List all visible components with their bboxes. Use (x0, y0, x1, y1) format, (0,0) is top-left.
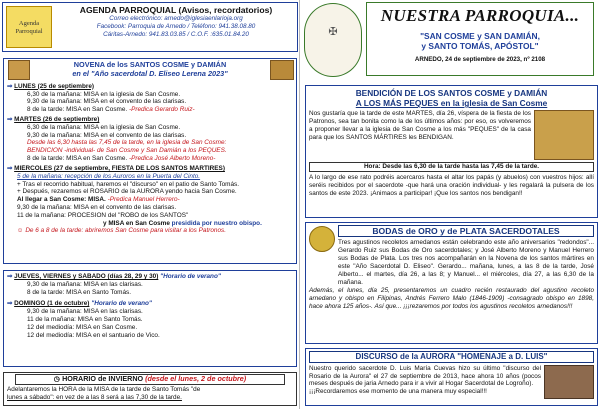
clock-icon: ◷ (53, 374, 63, 383)
miercoles-item-5: 9,30 de la mañana: MISA en el convento de las clarisas. (17, 203, 177, 211)
miercoles-item-4: Al llegar a San Cosme: MISA. -Predica Manuel Herrero- (17, 196, 180, 204)
agenda-title: AGENDA PARROQUIAL (Avisos, recordatorios) (79, 5, 273, 15)
lunes-item-2: 9,30 de la mañana: MISA en el convento de las clarisas. (27, 98, 187, 106)
bendicion-paragraph-1: Nos gustaría que la tarde de este MARTES, día 26, víspera de la fiesta de los Patronos, sea tan bonita como la de los últimos años: por eso, os volveremos a proponer llevar a la iglesia de San Cosme a los más "PEQUES" de la casa para que los SANTOS MÁRTIRES les BENDIGAN. (309, 110, 531, 141)
martes-heading: MARTES (26 de septiembre) (14, 116, 100, 124)
smile-icon: ☺ (17, 227, 26, 235)
obispo-note: presidida por nuestro obispo. (171, 219, 262, 227)
bodas-title: BODAS de ORO y de PLATA SACERDOTALES (338, 225, 594, 237)
logo-line2: Parroquial (15, 27, 43, 35)
invierno-box (3, 372, 297, 406)
novena-title (37, 61, 263, 79)
discurso-paragraph-2: ¡¡¡Recordaremos ese momento de una manera muy especial!!! (309, 388, 487, 396)
jvs-note: "Horario de verano" (160, 273, 221, 280)
agenda-caritas: Cáritas-Arnedo: 941.83.03.85 / C.O.F. :635.01.84.20 (103, 30, 249, 38)
masthead-subtitle-2: y SANTO TOMÁS, APÓSTOL" (421, 40, 539, 51)
parish-seal: ✠ (304, 3, 362, 77)
jvs-item-1: 9,30 de la mañana: MISA en las clarisas. (27, 280, 143, 288)
agenda-logo (6, 6, 52, 48)
bendicion-box (305, 85, 598, 218)
invierno-text-1: Adelantaremos la HORA de la MISA de la tarde de Santo Tomás "de (7, 385, 201, 393)
masthead-title: NUESTRA PARROQUIA... (380, 6, 580, 25)
miercoles-item-2: + Tras el recorrido habitual, haremos el "discurso" en el patio de Santo Tomás. (17, 180, 239, 188)
right-column (302, 0, 600, 409)
lunes-predica: -Predica Gerardo Ruiz- (128, 106, 195, 114)
martes-item-3: Desde las 6,30 hasta las 7,45 de la tarde, en la iglesia de San Cosme: (27, 139, 227, 147)
masthead-dateline: ARNEDO, 24 de septiembre de 2023, nº 2108 (414, 56, 546, 64)
bodas-box (305, 222, 598, 344)
domingo-note: "Horario de verano" (91, 300, 152, 308)
miercoles-item-6: 11 de la mañana: PROCESIÓN del "ROBO de los SANTOS" (17, 211, 189, 219)
miercoles-item-3: + Después, rezaremos el ROSARIO de la AURORA yendo hacia San Cosme. (17, 188, 237, 196)
logo-line1: Agenda (18, 20, 40, 27)
invierno-title-note: (desde el lunes, 2 de octubre) (145, 374, 247, 383)
domingo-item-2: 11 de la mañana: MISA en Santo Tomás. (27, 316, 143, 324)
agustinos-emblem-icon (309, 226, 335, 252)
agenda-header (2, 2, 298, 52)
invierno-text-2: lunes a sábado": en vez de a las 8 será a las 7,30 de la tarde. (7, 393, 182, 401)
lunes-item-1: 6,30 de la mañana: MISA en la iglesia de San Cosme. (27, 90, 181, 98)
lunes-heading: LUNES (25 de septiembre) (14, 82, 95, 90)
bendicion-hora: Hora: Desde las 6,30 de la tarde hasta las 7,45 de la tarde. (309, 162, 594, 172)
martes-item-4: BENDICIÓN -individual- de San Cosme y San Damián a los PEQUES. (27, 147, 227, 155)
novena-title-line2: en el "Año sacerdotal D. Eliseo Lerena 2023" (72, 68, 228, 78)
agenda-email[interactable]: Correo electrónico: arnedo@iglesiaenlarioja.org (109, 15, 243, 23)
discurso-box (305, 348, 598, 406)
jvs-heading: JUEVES, VIERNES y SÁBADO (días 28, 29 y 30) (14, 273, 159, 280)
novena-title-line1: NOVENA de los SANTOS COSME y DAMIÁN (73, 60, 227, 69)
invierno-title: ◷ HORARIO de INVIERNO (desde el lunes, 2 de octubre) (15, 374, 285, 385)
miercoles-item-7: y MISA en San Cosme presidida por nuestro obispo. (103, 219, 262, 227)
discurso-title: DISCURSO de la AURORA "HOMENAJE a D. LUIS" (309, 351, 594, 363)
saints-image-right (270, 60, 294, 80)
domingo-item-1: 9,30 de la mañana: MISA en las clarisas. (27, 308, 143, 316)
miercoles-predica: -Predica Manuel Herrero- (107, 196, 180, 204)
agenda-facebook: Facebook: Parroquia de Arnedo / Teléfono: 941.38.08.80 (96, 23, 256, 31)
masthead-subtitle-1: "SAN COSME y SAN DAMIÁN, (420, 30, 540, 41)
domingo-item-4: 12 del mediodía: MISA en el santuario de Vico. (27, 331, 160, 339)
weekend-box: ⇒ JUEVES, VIERNES y SÁBADO (días 28, 29 y 30) "Horario de verano" 9,30 de la mañana: MISA en las clarisas. 8 de la tarde: MISA en Santo Tomás. ⇒ DOMINGO (1 de octubre) "Horario de verano" 9,30 de la mañana: MISA en las clarisas. 11 de la mañana: MISA en Santo Tomás. 12 del mediodía: MISA en San Cosme. 12 del mediodía: MISA en el santuario de Vico. (3, 270, 297, 367)
bodas-paragraph-2: Además, el lunes, día 25, presentaremos un cuadro recién restaurado del agustino recoleto arnedano y obispo en Filipinas, Andrés Ferrero Malo (1846-1909) -consagrado obispo en 1898, hace ahora 125 años-. Así que... ¡¡¡rezaremos por todos los agustinos recoletos arnedanos!!! (309, 287, 594, 310)
martes-item-2: 9,30 de la mañana: MISA en el convento de las clarisas. (27, 131, 187, 139)
martes-item-1: 6,30 de la mañana: MISA en la iglesia de San Cosme. (27, 123, 181, 131)
martes-predica: -Predica José Alberto Moreno- (128, 155, 216, 163)
jvs-item-2: 8 de la tarde: MISA en Santo Tomás. (27, 288, 131, 296)
saints-icon-image (534, 110, 594, 160)
novena-box: NOVENA de los SANTOS COSME y DAMIÁN en el "Año sacerdotal D. Eliseo Lerena 2023" ⇒ LUNES (25 de septiembre) 6,30 de la mañana: MISA en la iglesia de San Cosme. 9,30 de la mañana: MISA en el convento de las clarisas. 8 de la tarde: MISA en San Cosme. -Predica Gerardo Ruiz- ⇒ MARTES (26 de septiembre) 6,30 de la mañana: MISA en la iglesia de San Cosme. 9,30 de la mañana: MISA en el convento de las clarisas. Desde las 6,30 hasta las 7,45 de la tarde, en la iglesia de San Cosme: BENDICIÓN -individual- de San Cosme y San Damián a los PEQUES. 8 de la tarde: MISA en San Cosme. -Predica José Alberto Moreno- ⇒ MIÉRCOLES (27 de septiembre, FIESTA DE LOS SANTOS MÁRTIRES) 5 de la mañana: recepción de los Auroros en la Puerta del Cinto. + Tras el recorrido habitual, haremos el "discurso" en el patio de Santo Tomás. + Después, rezaremos el ROSARIO de la AURORA yendo hacia San Cosme. Al llegar a San Cosme: MISA. -Predica Manuel Herrero- 9,30 de la mañana: MISA en el convento de las clarisas. 11 de la mañana: PROCESIÓN del "ROBO de los SANTOS" y MISA en San Cosme presidida por nuestro obispo. ☺ De 6 a 8 de la tarde: abriremos San Cosme para visitar a los Patronos. (3, 58, 297, 264)
miercoles-item-1: 5 de la mañana: recepción de los Auroros en la Puerta del Cinto. (17, 172, 201, 180)
discurso-paragraph-1: Nuestro querido sacerdote D. Luis María Cuevas hizo su último "discurso del Rosario de la Aurora" el 27 de septiembre de 2013, hace ahora 10 años (pocos meses después de jaria Arnedo para ir a vivir al Hogar Sacerdotal de Logroño). (309, 364, 541, 388)
don-luis-photo (544, 365, 594, 399)
domingo-item-3: 12 del mediodía: MISA en San Cosme. (27, 323, 138, 331)
lunes-item-3: 8 de la tarde: MISA en San Cosme. -Predica Gerardo Ruiz- (27, 106, 195, 114)
bendicion-title: BENDICIÓN DE LOS SANTOS COSME y DAMIÁN A LOS MÁS PEQUES en la iglesia de San Cosme (355, 88, 548, 109)
bodas-paragraph-1: Tres agustinos recoletos arnedanos están celebrando este año aniversarios "redondos"... Gerardo Ruiz sus Bodas de Oro sacerdotales; y José Alberto Moreno y Manuel Herrero sus Bodas de Plata. Los tres nos acompañarán en la Novena de los santos mártires en este "Año Sacerdotal D. Eliseo". Gerardo... mañana, lunes, a las 8 de la tarde, José Alberto... el martes, día 26, a las 8; y Manuel... el miércoles, día 27, a las 6,30 de la mañana. (338, 239, 594, 286)
domingo-heading: DOMINGO (1 de octubre) (14, 300, 90, 308)
miercoles-item-8: ☺ De 6 a 8 de la tarde: abriremos San Cosme para visitar a los Patronos. (17, 227, 227, 235)
miercoles-heading: MIÉRCOLES (27 de septiembre, FIESTA DE LOS SANTOS MÁRTIRES) (14, 164, 225, 172)
masthead (366, 2, 594, 76)
saints-image-left (8, 60, 30, 80)
bendicion-paragraph-2: A lo largo de ese rato podréis acercaros hasta el altar los papás (y abuelos) con vuestros hijos: allí seréis recibidos por el sacerdote -que hará una oración individual- y les regalará la pulsera de los santos de este 2023. ¡Animaos a participar! ¡Que los santos nos bendigan!! (309, 174, 594, 197)
martes-item-5: 8 de la tarde: MISA en San Cosme. -Predica José Alberto Moreno- (27, 155, 216, 163)
